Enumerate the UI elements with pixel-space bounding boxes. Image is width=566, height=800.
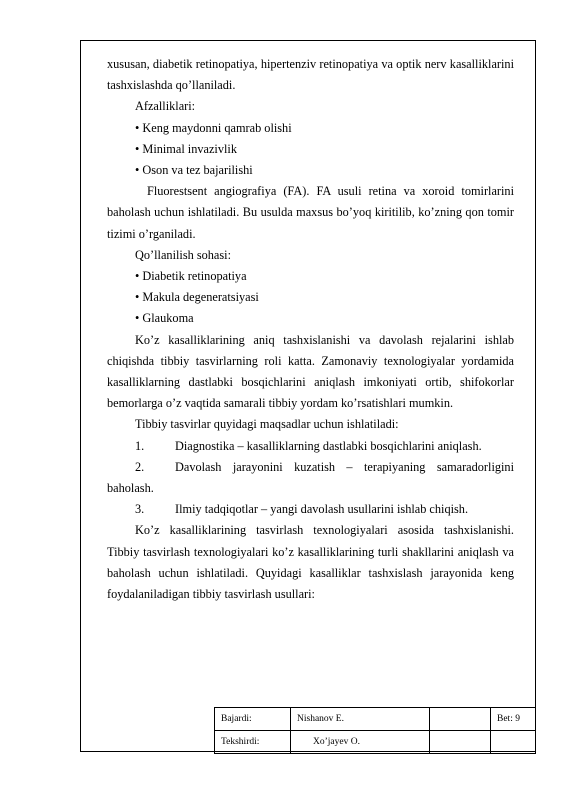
paragraph: Afzalliklari: xyxy=(135,99,196,114)
numbered-item xyxy=(107,457,514,478)
list-item: • Glaukoma xyxy=(135,311,194,326)
page-number: Bet: 9 xyxy=(491,708,536,731)
item-number: 1. xyxy=(135,438,145,453)
item-text-continued: baholash. xyxy=(107,481,154,496)
numbered-item xyxy=(107,436,514,457)
paragraph: Ko’z kasalliklarining tasvirlash texnologiyalari asosida tashxislanishi. Tibbiy tasvirlash texnologiyalari ko’z kasalliklarining turli shakllarini aniqlash va baholash uchun ishlatiladi. Quyidagi kasalliklar tashxislash jarayonida keng foydalaniladigan tibbiy tasvirlash usullari: xyxy=(107,523,514,602)
tekshirdi-label: Tekshirdi: xyxy=(215,731,291,754)
list-item: • Makula degeneratsiyasi xyxy=(135,290,259,305)
document-body xyxy=(107,54,514,605)
paragraph: Tibbiy tasvirlar quyidagi maqsadlar uchun ishlatiladi: xyxy=(135,417,399,432)
list-item: • Oson va tez bajarilishi xyxy=(135,163,253,178)
tekshirdi-name: Xo’jayev O. xyxy=(291,731,430,754)
item-text: Diagnostika – kasalliklarning dastlabki bosqichlarini aniqlash. xyxy=(175,438,482,453)
empty-cell xyxy=(430,708,491,731)
list-item: • Minimal invazivlik xyxy=(135,141,237,156)
bajardi-label: Bajardi: xyxy=(215,708,291,731)
list-item: • Keng maydonni qamrab olishi xyxy=(135,120,292,135)
paragraph: xususan, diabetik retinopatiya, hipertenziv retinopatiya va optik nerv kasalliklarini tashxislashda qo’llaniladi. xyxy=(107,57,514,93)
numbered-item xyxy=(107,499,514,520)
item-number: 2. xyxy=(135,459,145,474)
item-text: Davolash jarayonini kuzatish – terapiyaning samaradorligini xyxy=(175,459,514,474)
paragraph: Qo’llanilish sohasi: xyxy=(135,247,231,262)
paragraph: Ko’z kasalliklarining aniq tashxislanishi va davolash rejalarini ishlab chiqishda tibbiy tasvirlarning roli katta. Zamonaviy texnologiyalar yordamida kasalliklarning dastlabki bosqichlarini aniqlash imkoniyati ortib, shifokorlar bemorlarga o’z vaqtida samarali tibbiy yordam ko’rsatishlari mumkin. xyxy=(107,332,514,411)
bajardi-name: Nishanov E. xyxy=(291,708,430,731)
title-block xyxy=(214,707,536,754)
item-text: Ilmiy tadqiqotlar – yangi davolash usullarini ishlab chiqish. xyxy=(175,502,469,517)
empty-cell xyxy=(430,731,491,754)
list-item: • Diabetik retinopatiya xyxy=(135,269,247,284)
item-number: 3. xyxy=(135,502,145,517)
paragraph: Fluorestsent angiografiya (FA). FA usuli retina va xoroid tomirlarini baholash uchun ishlatiladi. Bu usulda maxsus bo’yoq kiritilib, ko’zning qon tomir tizimi o’rganiladi. xyxy=(107,184,514,241)
empty-cell xyxy=(491,731,536,754)
